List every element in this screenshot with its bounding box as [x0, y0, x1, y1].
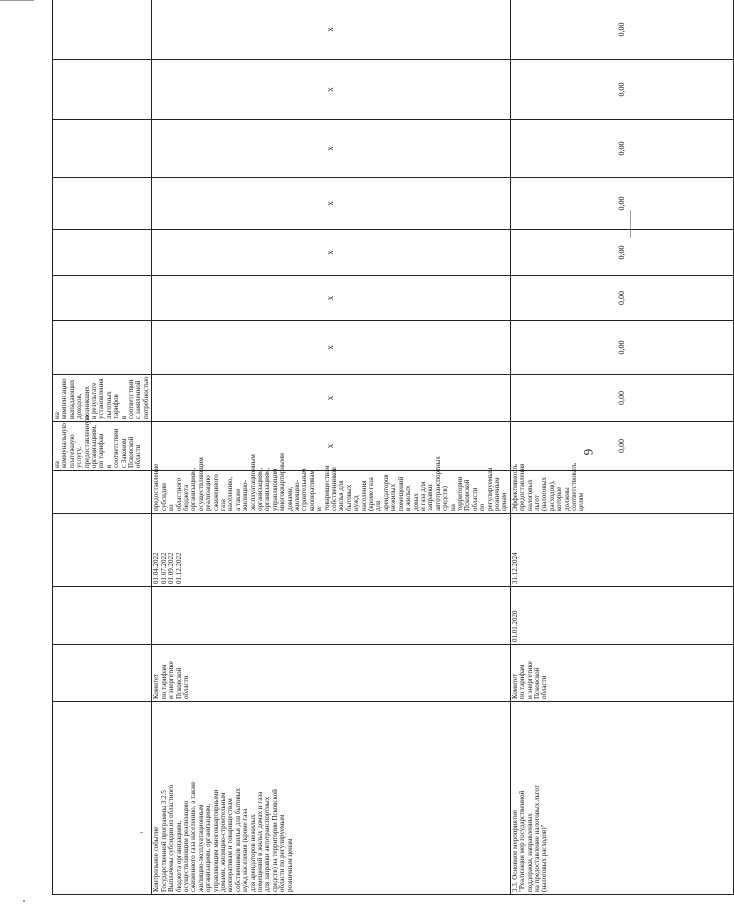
- cell-empty: [53, 178, 152, 230]
- cell-event-result: предоставление субсидии из областного бюджета организациям, осуществляющим реализацию сжиженного газа населению, а также жилищно- эксплуатационным организациям, организациям, управляющим многоквартирными домами, жилищно- строительным кооперативам и товариществам собственников жилья для бытовых нужд населения (кроме газа для арендаторов нежилых помещений в жилых домах и газа для заправки автотранспортных средств) на территории Псковской области по регулируемым розничным ценам: [152, 471, 511, 514]
- cell-empty: [53, 0, 152, 60]
- cell-cross-mark: x: [152, 230, 511, 276]
- cell-top-compensation-text: на компенсацию выпадающих доходов, возникших в результате установления льготных тарифов в соответствии с заявленной потребностью: [53, 375, 152, 422]
- rotated-table-area: [52, 22, 626, 895]
- program-plan-table: [52, 0, 734, 895]
- cell-empty: [53, 60, 152, 120]
- cell-empty: [53, 587, 152, 645]
- table-row-main-measure: [510, 0, 733, 895]
- cell-cross-mark: x: [152, 178, 511, 230]
- cell-measure-start: 01.01.2020: [510, 587, 733, 645]
- cell-empty: [53, 321, 152, 375]
- cell-measure-result: Эффективность предоставления налоговых льгот (налоговых расходов), которые должны соответствовать целям: [510, 471, 733, 514]
- scan-edge-mark: [0, 0, 34, 1]
- cell-measure-end: 31.12.2024: [510, 514, 733, 587]
- scan-speck: [23, 900, 25, 902]
- cell-event-executor: Комитет по тарифам и энергетике Псковской области: [152, 645, 511, 702]
- table-row-control-event: [152, 0, 511, 895]
- cell-cross-mark: x: [152, 0, 511, 60]
- cell-measure-executor: Комитет по тарифам и энергетике Псковской области: [510, 645, 733, 702]
- table-row-header-continuation: [53, 0, 152, 895]
- cell-value: 0,00: [510, 375, 733, 422]
- cell-cross-mark: x: [152, 120, 511, 178]
- cell-empty: [53, 276, 152, 321]
- cell-cross-mark: x: [152, 321, 511, 375]
- cell-empty: [53, 514, 152, 587]
- cell-value: 0,00: [510, 321, 733, 375]
- cell-value: 0,00: [510, 276, 733, 321]
- cell-cross-mark: x: [152, 422, 511, 471]
- cell-top-tariff-text: на коммунальную платежную услугу, предоставленную организациям, по тарифам в соответствии с Законом Псковской области: [53, 422, 152, 471]
- cell-value: 0,00: [510, 178, 733, 230]
- cell-event-dates: 01.04.2022 01.07.2022 01.09.2022 01.12.2022: [152, 514, 511, 587]
- cell-cross-mark: x: [152, 375, 511, 422]
- cell-empty: [53, 645, 152, 702]
- cell-value: 0,00: [510, 120, 733, 178]
- cell-value: 0,00: [510, 230, 733, 276]
- cell-empty: [53, 120, 152, 178]
- cell-value: 0,00: [510, 60, 733, 120]
- cell-empty: [53, 702, 152, 895]
- cell-measure-description: 3.3. Основное мероприятие "Реализация мер государственной поддержки, направленных на предоставление налоговых льгот (налоговых расходов)": [510, 702, 733, 895]
- cell-empty: [53, 471, 152, 514]
- cell-cross-mark: x: [152, 60, 511, 120]
- cell-cross-mark: x: [152, 276, 511, 321]
- table-frame: [52, 22, 626, 895]
- cell-event-description: Контрольное событие Государственной программы 3.2.5 Выплачены субсидии из областного бюджета организациям, осуществляющим реализацию сжиженного газа населению, а также жилищно-эксплуатационным организациям, организациям, управляющим многоквартирными домами, жилищно-строительным кооперативам и товариществам собственников жилья для бытовых нужд населения (кроме газа для арендаторов нежилых помещений в жилых домах и газа для заправки автотранспортных средств) на территории Псковской области по регулируемым розничным ценам: [152, 702, 511, 895]
- page-number: 6: [581, 448, 596, 456]
- cell-empty: [53, 230, 152, 276]
- cell-event-start: [152, 587, 511, 645]
- cell-value: 0,00: [510, 422, 733, 471]
- cell-value: 0,00: [510, 0, 733, 60]
